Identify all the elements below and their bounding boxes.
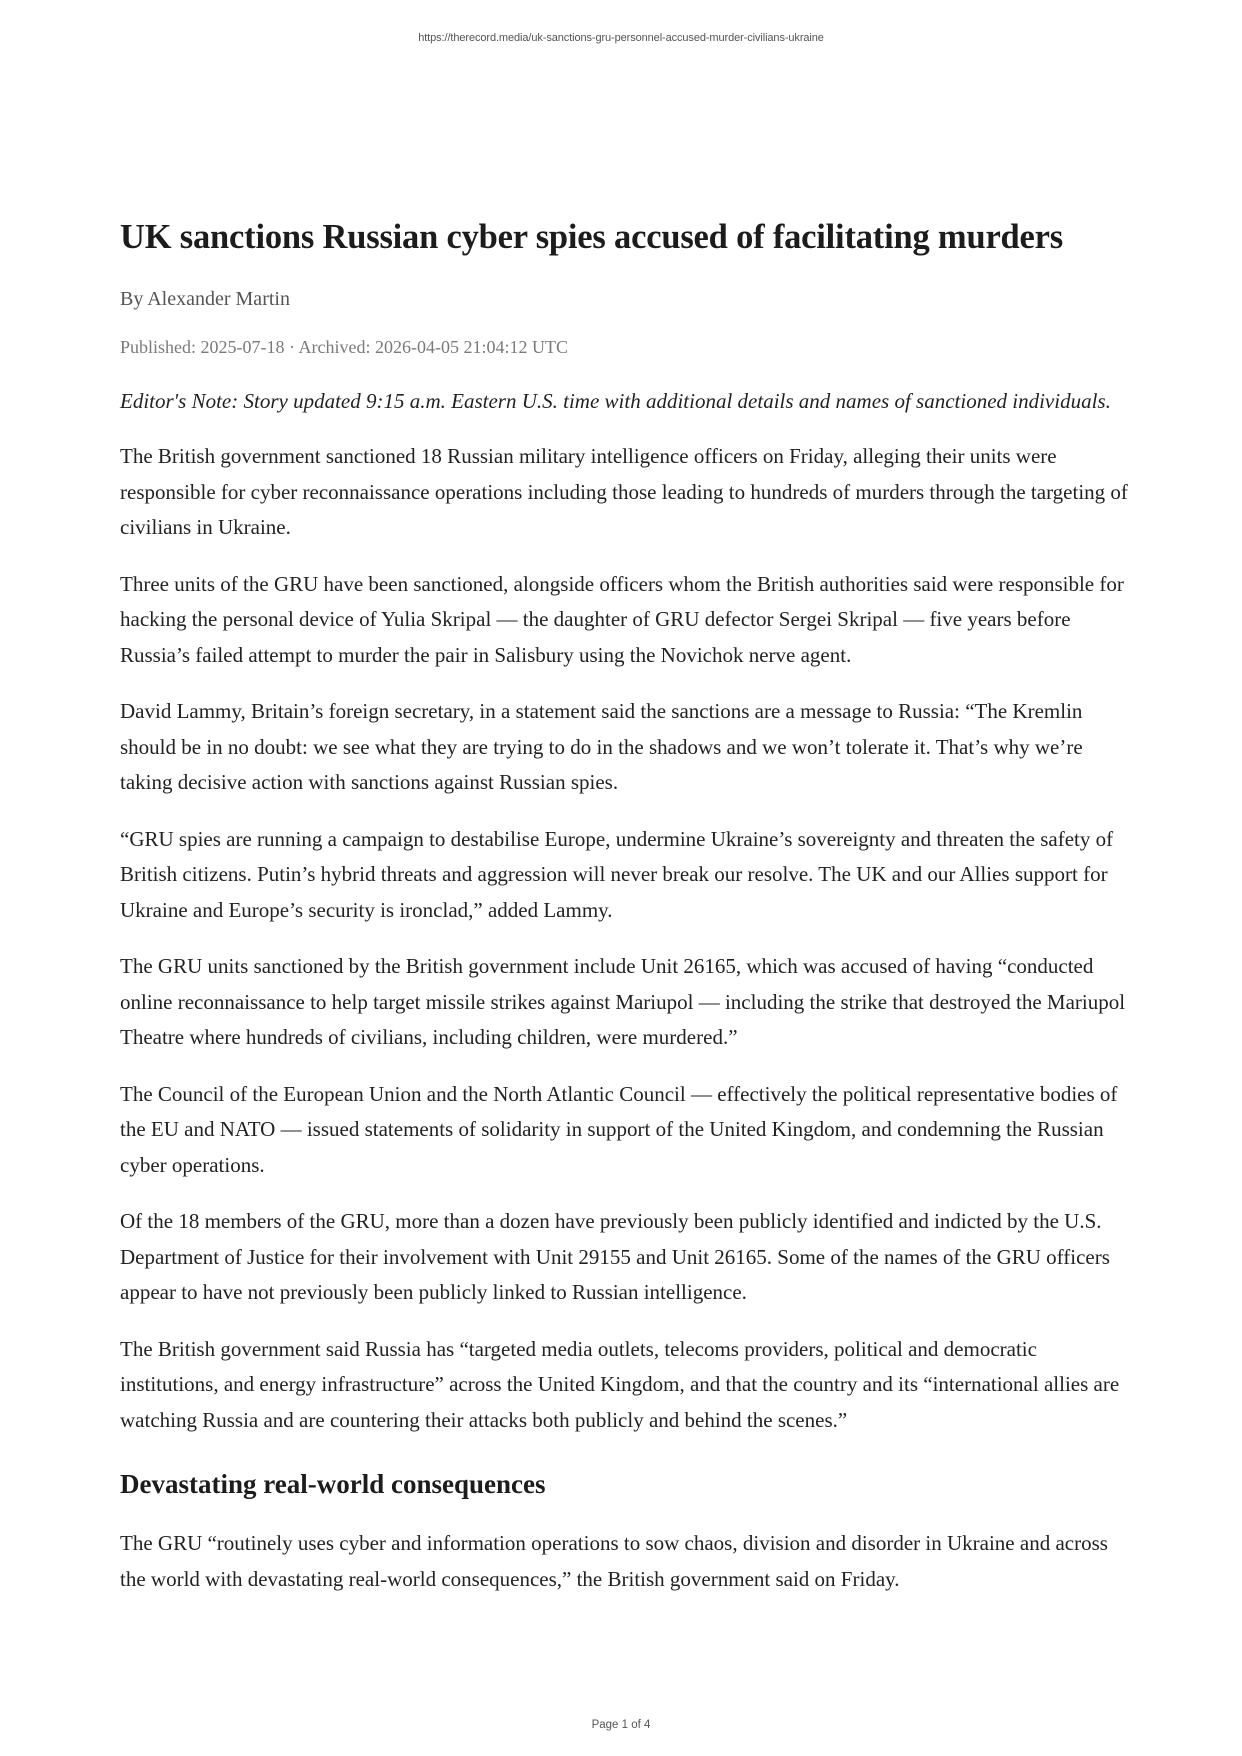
page-number: Page 1 of 4 — [591, 1719, 651, 1731]
section-heading: Devastating real-world consequences — [120, 1469, 546, 1499]
editors-note: Editor's Note: Story updated 9:15 a.m. Eastern U.S. time with additional details and names of sanctioned individuals. — [120, 389, 1111, 413]
article-title: UK sanctions Russian cyber spies accused of facilitating murders — [120, 218, 1063, 256]
paragraph: “GRU spies are running a campaign to destabilise Europe, undermine Ukraine’s sovereignty and threaten the safety of British citizens. Putin’s hybrid threats and aggression will never break our resolve. The UK and our Allies support for Ukraine and Europe’s security is ironclad,” added Lammy. — [120, 826, 1114, 922]
paragraph: The British government said Russia has “targeted media outlets, telecoms providers, political and democratic institutions, and energy infrastructure” across the United Kingdom, and that the country and its “international allies are watching Russia and are countering their attacks both publicly and behind the scenes.” — [120, 1336, 1120, 1432]
page-url: https://therecord.media/uk-sanctions-gru-personnel-accused-murder-civilians-ukraine — [418, 32, 824, 44]
article — [120, 212, 1130, 1618]
byline: By Alexander Martin — [120, 288, 290, 310]
paragraph: The Council of the European Union and the North Atlantic Council — effectively the political representative bodies of the EU and NATO — issued statements of solidarity in support of the United Kingdom, and condemning the Russian cyber operations. — [120, 1081, 1118, 1177]
paragraph: Three units of the GRU have been sanctioned, alongside officers whom the British authorities said were responsible for hacking the personal device of Yulia Skripal — the daughter of GRU defector Sergei Skripal — five years before Russia’s failed attempt to murder the pair in Salisbury using the Novichok nerve agent. — [120, 571, 1124, 667]
paragraph: The British government sanctioned 18 Russian military intelligence officers on Friday, alleging their units were responsible for cyber reconnaissance operations including those leading to hundreds of murders through the targeting of civilians in Ukraine. — [120, 444, 1128, 539]
paragraph: The GRU units sanctioned by the British government include Unit 26165, which was accused of having “conducted online reconnaissance to help target missile strikes against Mariupol — including the strike that destroyed the Mariupol Theatre where hundreds of civilians, including children, were murdered.” — [120, 954, 1126, 1049]
publish-meta: Published: 2025-07-18 · Archived: 2026-04-05 21:04:12 UTC — [120, 337, 568, 357]
paragraph: Of the 18 members of the GRU, more than a dozen have previously been publicly identified and indicted by the U.S. Department of Justice for their involvement with Unit 29155 and Unit 26165. Some of the names of the GRU officers appear to have not previously been publicly linked to Russian intelligence. — [120, 1209, 1110, 1304]
paragraph: David Lammy, Britain’s foreign secretary, in a statement said the sanctions are a message to Russia: “The Kremlin should be in no doubt: we see what they are trying to do in the shadows and we won’t tolerate it. That’s why we’re taking decisive action with sanctions against Russian spies. — [120, 699, 1083, 794]
paragraph: The GRU “routinely uses cyber and information operations to sow chaos, division and disorder in Ukraine and across the world with devastating real-world consequences,” the British government said on Friday. — [120, 1531, 1108, 1591]
